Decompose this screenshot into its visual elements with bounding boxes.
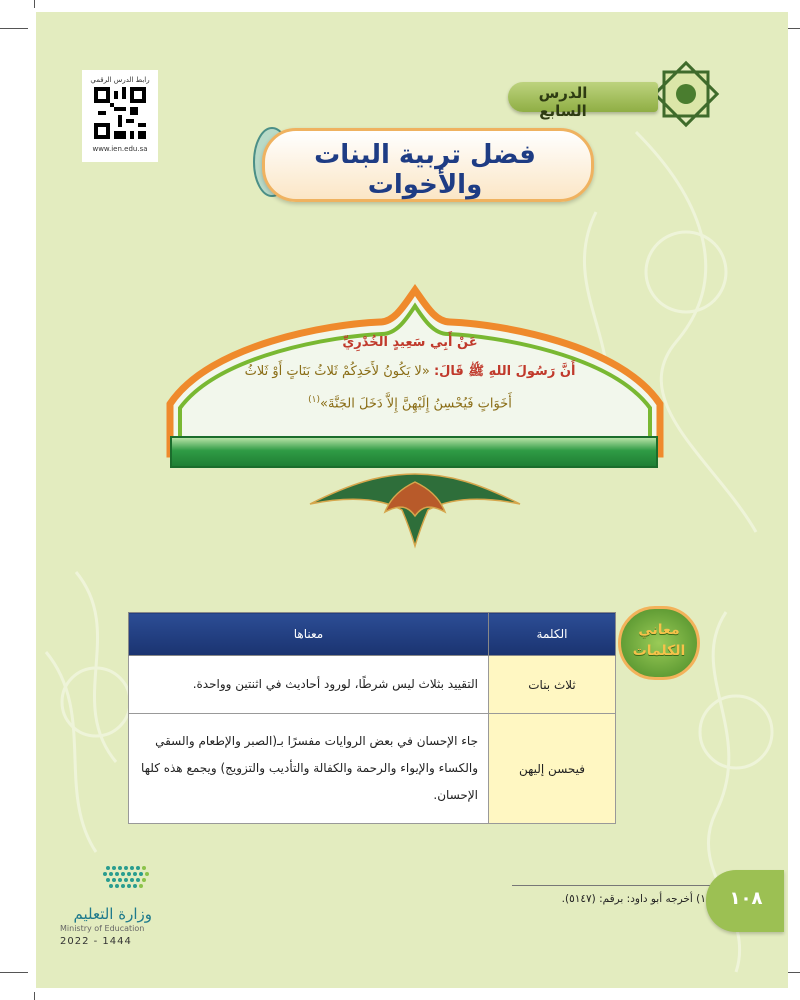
table-row <box>129 714 616 824</box>
meaning-cell: التقييد بثلاث ليس شرطًا، لورود أحاديث في اثنتين وواحدة. <box>129 656 489 714</box>
crop-mark <box>34 0 35 8</box>
hadith-green-bar <box>170 436 658 468</box>
word-cell: ثلاث بنات <box>489 656 616 714</box>
col-header-word: الكلمة <box>489 613 616 656</box>
word-cell: فيحسن إليهن <box>489 714 616 824</box>
ministry-logo-icon <box>58 862 168 902</box>
lesson-label: الدرس السابع <box>538 84 588 120</box>
col-header-meaning: معناها <box>129 613 489 656</box>
qr-caption: رابط الدرس الرقمي <box>90 76 150 84</box>
ministry-name-ar: وزارة التعليم <box>73 905 152 923</box>
ministry-name-en: Ministry of Education <box>60 924 145 933</box>
vocab-badge-line2: الكلمات <box>632 643 686 659</box>
hadith-block <box>180 335 640 418</box>
crop-mark <box>0 28 28 29</box>
ornament-star-icon <box>650 58 722 130</box>
vocab-badge-text <box>618 620 700 662</box>
qr-code-icon <box>94 87 146 139</box>
edition-year: 2022 - 1444 <box>60 936 132 947</box>
hadith-frame <box>150 284 680 554</box>
qr-code-panel[interactable] <box>82 70 158 162</box>
table-row <box>129 656 616 714</box>
hadith-text-line1: «لا يَكُونُ لأَحَدِكُمْ ثَلاثُ بَنَاتٍ أَوْ ثَلاثُ <box>244 364 430 379</box>
hadith-narrator: عَنْ أَبِي سَعِيدٍ الخُدْرِيِّ <box>342 335 478 350</box>
lesson-title: فضل تربية البنات والأخوات <box>314 140 536 200</box>
crop-mark <box>34 992 35 1000</box>
crop-mark <box>0 972 28 973</box>
vocab-badge-line1: معاني <box>638 622 680 638</box>
hadith-text-line2: أَخَوَاتٍ فَيُحْسِنُ إِلَيْهِنَّ إِلاَّ دَخَلَ الجَنَّةَ» <box>320 396 512 412</box>
hadith-footnote-ref[interactable]: (١) <box>308 395 321 405</box>
footnote: ١) أخرجه أبو داود: برقم: (٥١٤٧). <box>561 893 706 905</box>
vocab-table <box>128 612 616 824</box>
qr-url: www.ien.edu.sa <box>92 145 148 153</box>
meaning-cell: جاء الإحسان في بعض الروايات مفسرًا بـ(الصبر والإطعام والسقي والكساء والإيواء والرحمة والكفالة والتأديب والتزويج) ويجمع هذه كلها الإحسان. <box>129 714 489 824</box>
footnote-divider <box>512 885 712 886</box>
hadith-intro: أَنَّ رَسُولَ اللهِ ﷺ قَالَ: <box>433 364 576 379</box>
page-number: ١٠٨ <box>729 888 763 909</box>
